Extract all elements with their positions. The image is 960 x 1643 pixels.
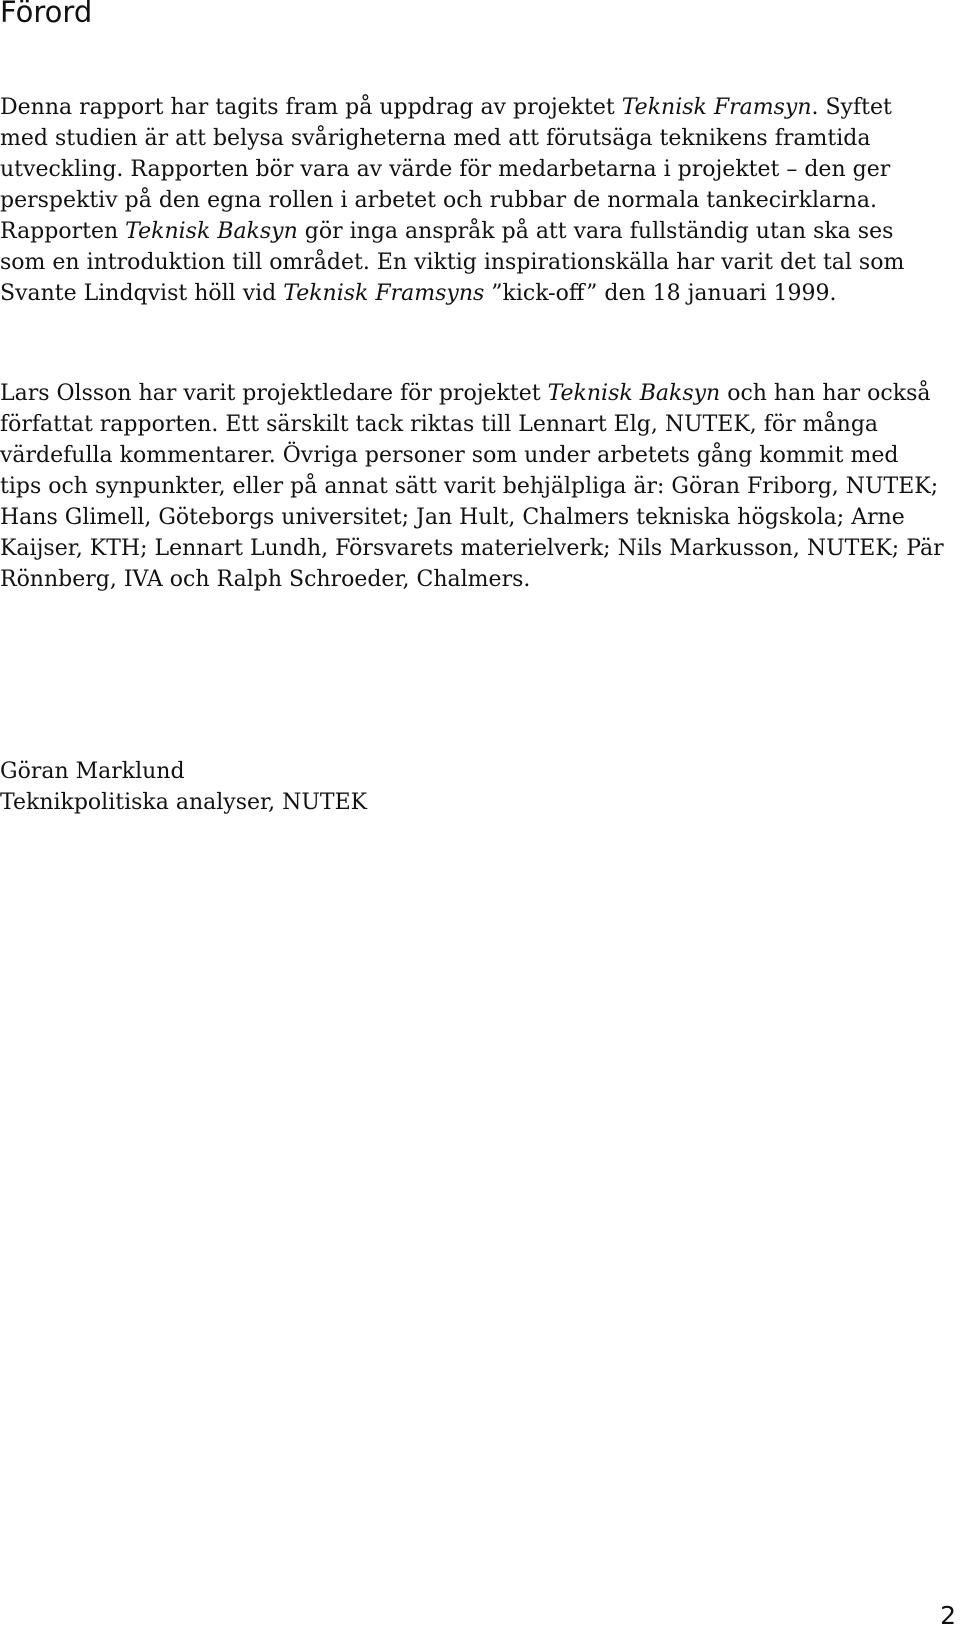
intro-italic-2: Teknisk Baksyn bbox=[125, 219, 298, 244]
intro-text-4: ”kick-off” den 18 januari 1999. bbox=[484, 281, 837, 306]
intro-italic-3: Teknisk Framsyns bbox=[283, 281, 485, 306]
signature-block bbox=[0, 756, 367, 818]
ack-italic-1: Teknisk Baksyn bbox=[547, 381, 721, 406]
intro-text-2: . Syftet med studien är att belysa svårigheterna med att förutsäga teknikens framtida utveckling. Rapporten bör vara av värde för medarbetarna i projektet – den ger perspektiv på den egna rollen i arbetet och rubbar de normala tankecirklarna. Rapporten bbox=[0, 95, 892, 244]
ack-text-2: och han har också författat rapporten. Ett särskilt tack riktas till Lennart Elg, NUTEK, för många värdefulla kommentarer. Övriga personer som under arbetets gång kommit med tips och synpunkter, eller på annat sätt varit behjälpliga är: Göran Friborg, NUTEK; Hans Glimell, Göteborgs universitet; Jan Hult, Chalmers tekniska högskola; Arne Kaijser, KTH; Lennart Lundh, Försvarets materielverk; Nils Markusson, NUTEK; Pär Rönnberg, IVA och Ralph Schroeder, Chalmers. bbox=[0, 381, 944, 592]
page-number: 2 bbox=[940, 1601, 956, 1630]
intro-italic-1: Teknisk Framsyn bbox=[621, 95, 812, 120]
signature-name: Göran Marklund bbox=[0, 759, 185, 784]
intro-text-3: gör inga anspråk på att vara fullständig utan ska ses som en introduktion till området. En viktig inspirationskälla har varit det tal som Svante Lindqvist höll vid bbox=[0, 219, 905, 306]
acknowledgements-paragraph bbox=[0, 378, 945, 595]
intro-text-1: Denna rapport har tagits fram på uppdrag av projektet bbox=[0, 95, 622, 120]
page-title: Förord bbox=[0, 0, 93, 29]
signature-organization: Teknikpolitiska analyser, NUTEK bbox=[0, 790, 368, 815]
ack-text-1: Lars Olsson har varit projektledare för projektet bbox=[0, 381, 548, 406]
intro-paragraph bbox=[0, 92, 945, 309]
